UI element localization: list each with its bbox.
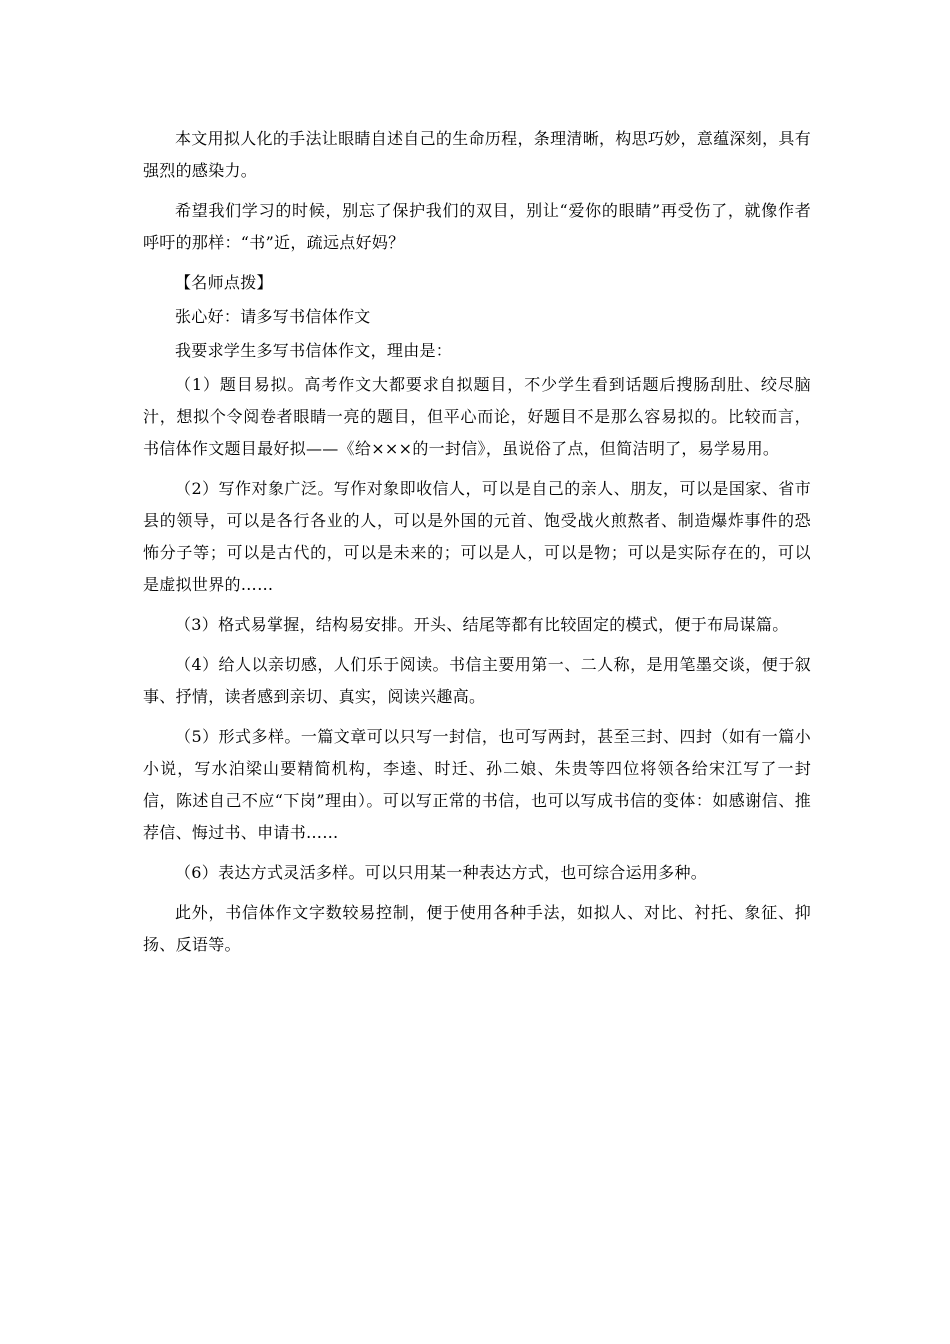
paragraph-eye-care: 希望我们学习的时候，别忘了保护我们的双目，别让“爱你的眼睛”再受伤了，就像作者呼吁的那样：“书”近，疏远点好妈？ — [143, 201, 811, 252]
paragraph-reason-3: （3）格式易掌握，结构易安排。开头、结尾等都有比较固定的模式，便于布局谋篇。 — [175, 615, 789, 634]
paragraph-reason-5: （5）形式多样。一篇文章可以只写一封信，也可写两封，甚至三封、四封（如有一篇小小说，写水泊梁山要精简机构，李逵、时迁、孙二娘、朱贵等四位将领各给宋江写了一封信，陈述自己不应“下岗”理由）。可以写正常的书信，也可以写成书信的变体：如感谢信、推荐信、悔过书、申请书…… — [143, 727, 811, 842]
paragraph-reason-4: （4）给人以亲切感，人们乐于阅读。书信主要用第一、二人称，是用笔墨交谈，便于叙事、抒情，读者感到亲切、真实，阅读兴趣高。 — [143, 655, 811, 706]
document-body — [143, 123, 811, 969]
article-title: 张心好：请多写书信体作文 — [175, 307, 371, 326]
paragraph-conclusion: 此外，书信体作文字数较易控制，便于使用各种手法，如拟人、对比、衬托、象征、抑扬、反语等。 — [143, 903, 811, 954]
paragraph-summary: 本文用拟人化的手法让眼睛自述自己的生命历程，条理清晰，构思巧妙，意蕴深刻，具有强烈的感染力。 — [143, 129, 811, 180]
paragraph-reason-2: （2）写作对象广泛。写作对象即收信人，可以是自己的亲人、朋友，可以是国家、省市县的领导，可以是各行各业的人，可以是外国的元首、饱受战火煎熬者、制造爆炸事件的恐怖分子等；可以是古代的，可以是未来的；可以是人，可以是物；可以是实际存在的，可以是虚拟世界的…… — [143, 479, 811, 594]
paragraph-intro: 我要求学生多写书信体作文，理由是： — [175, 341, 453, 360]
paragraph-reason-1: （1）题目易拟。高考作文大都要求自拟题目，不少学生看到话题后搜肠刮肚、绞尽脑汁，想拟个令阅卷者眼睛一亮的题目，但平心而论，好题目不是那么容易拟的。比较而言，书信体作文题目最好拟——《给×××的一封信》，虽说俗了点，但简洁明了，易学易用。 — [143, 375, 811, 458]
paragraph-reason-6: （6）表达方式灵活多样。可以只用某一种表达方式，也可综合运用多种。 — [175, 863, 708, 882]
section-heading-teacher-tips: 【名师点拨】 — [175, 273, 273, 292]
